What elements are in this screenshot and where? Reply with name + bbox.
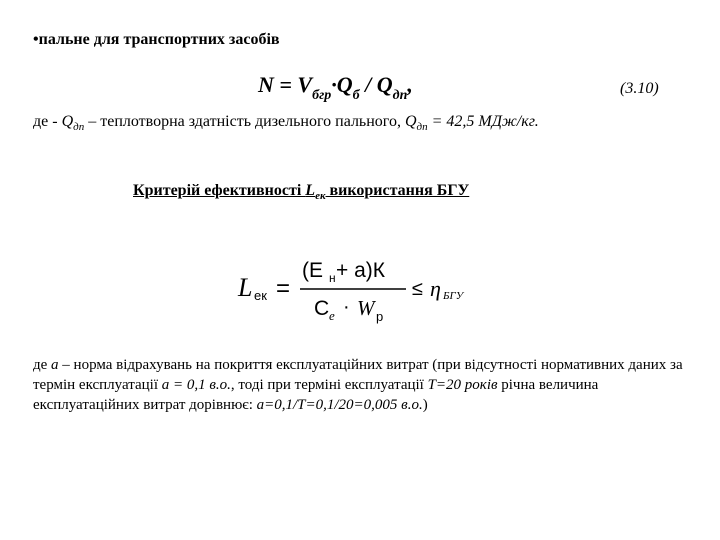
- paragraph-t4: річна величина експлуатаційних витрат дорівнює:: [33, 377, 599, 413]
- formula-lek-num-rest: + а)К: [336, 259, 386, 282]
- formula-n-comma: ,: [407, 72, 413, 97]
- criterion-title: [133, 182, 469, 200]
- criterion-title-before: Критерій ефективності: [133, 182, 306, 199]
- formula-n-sub-bgr: бгр: [312, 88, 332, 103]
- formula-n-lhs: N = V: [258, 72, 313, 97]
- explanation-paragraph: [33, 355, 693, 415]
- equation-number: (3.10): [620, 80, 659, 97]
- formula-lek-num-sub: н: [329, 271, 336, 285]
- where-value: = 42,5 МДж/кг.: [427, 113, 539, 130]
- formula-n: [258, 72, 413, 103]
- formula-lek-den-w: W: [357, 296, 375, 320]
- formula-lek-lhs: L: [238, 273, 253, 302]
- formula-lek-leq: ≤: [412, 278, 423, 300]
- where-q: Q: [61, 113, 74, 130]
- formula-lek-svg: [230, 250, 490, 330]
- where-text: – теплотворна здатність дизельного пального,: [84, 113, 405, 130]
- bullet-line: •пальне для транспортних засобів: [33, 31, 280, 48]
- paragraph-a1: а: [51, 357, 59, 373]
- formula-lek-den-w-sub: р: [376, 309, 384, 324]
- formula-n-dot-q: ·Q: [331, 72, 353, 97]
- criterion-title-after: використання БГУ: [325, 182, 470, 199]
- where-q-sub: дп: [73, 121, 85, 133]
- formula-lek-den-c-sub: е: [329, 308, 335, 323]
- formula-lek-equals: =: [276, 275, 291, 302]
- where-q2-sub: дп: [416, 121, 428, 133]
- paragraph-t1: де: [33, 357, 52, 373]
- criterion-title-l: L: [305, 182, 316, 199]
- formula-n-slash-q: / Q: [359, 72, 393, 97]
- where-line: [33, 113, 539, 131]
- formula-lek-eta: η: [430, 276, 441, 301]
- formula-n-sub-dp: дп: [392, 88, 408, 103]
- paragraph-t5: ): [422, 397, 428, 413]
- formula-lek: [230, 250, 490, 330]
- paragraph-t2: – норма відрахувань на покриття експлуатаційних витрат (при відсутності нормативних даних за термін експлуатації: [33, 357, 683, 393]
- where-q2: Q: [404, 113, 417, 130]
- formula-lek-eta-sub: БГУ: [443, 290, 464, 302]
- paragraph-t-eq: Т=20 років: [427, 377, 498, 393]
- criterion-title-sub: ек: [315, 190, 326, 202]
- formula-n-sub-b: б: [352, 88, 360, 103]
- formula-lek-numerator: (Е: [302, 259, 323, 282]
- formula-lek-lhs-sub: ек: [254, 288, 267, 303]
- formula-lek-den-c: С: [314, 297, 330, 320]
- where-prefix: де -: [33, 113, 62, 130]
- paragraph-t3: , тоді при терміні експлуатації: [230, 377, 428, 393]
- paragraph-a2: а = 0,1 в.о.: [161, 377, 231, 393]
- paragraph-calc: а=0,1/Т=0,1/20=0,005 в.о.: [256, 397, 423, 413]
- formula-lek-den-dot: ·: [343, 296, 350, 318]
